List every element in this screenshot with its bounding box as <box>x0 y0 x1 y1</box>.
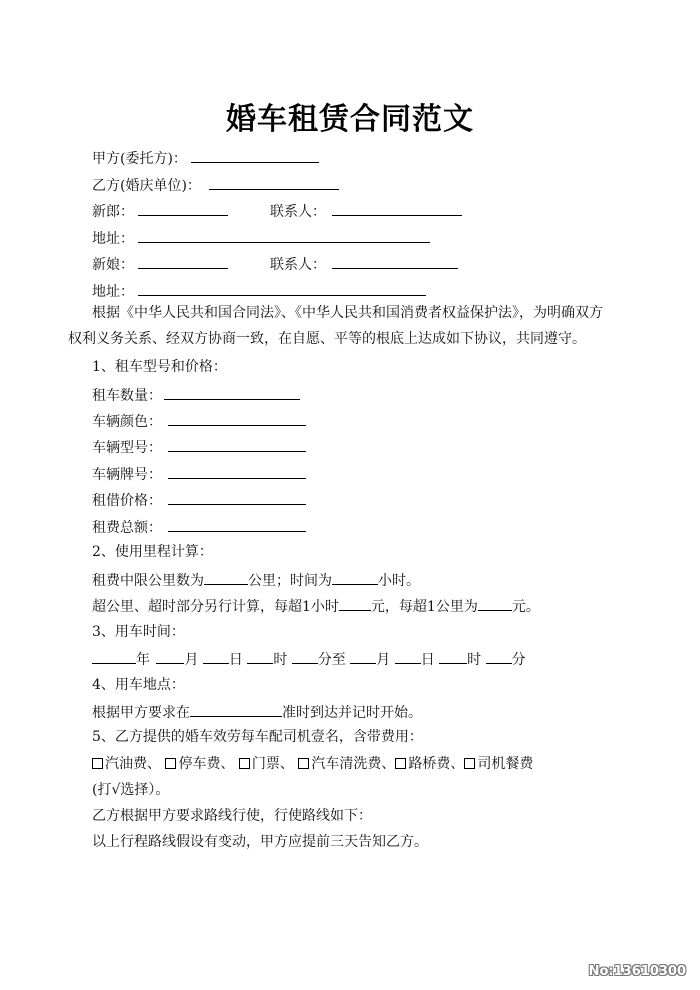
party-a-label: 甲方(委托方)： <box>92 151 187 167</box>
intro-line-2: 权利义务关系、经双方协商一致，在自愿、平等的根底上达成如下协议，共同遵守。 <box>68 331 586 347</box>
fee-label: 路桥费、 <box>408 756 465 772</box>
fee-label: 汽油费、 <box>105 756 161 772</box>
fees-line <box>92 755 533 773</box>
unit-label: 月 <box>184 652 199 668</box>
hours-label: 公里；时间为 <box>248 573 332 589</box>
field-label: 车辆型号： <box>92 440 162 456</box>
groom-contact-field[interactable] <box>332 201 462 216</box>
section-4-heading: 4、用车地点： <box>92 677 185 693</box>
checkbox-icon[interactable] <box>298 758 309 769</box>
overage-km-label: 元，每超1公里为 <box>370 599 478 615</box>
address-label: 地址： <box>92 231 134 247</box>
rental-quantity-line <box>92 385 300 405</box>
hour-field[interactable] <box>247 649 273 664</box>
bride-address-line <box>92 281 426 301</box>
day-field[interactable] <box>203 649 229 664</box>
overage-hour-label: 超公里、超时部分另行计算，每超1小时 <box>92 599 339 615</box>
field-label: 租费总额： <box>92 520 162 536</box>
year-field[interactable] <box>92 649 136 664</box>
hours-suffix: 小时。 <box>378 573 420 589</box>
section-1-heading: 1、租车型号和价格： <box>92 359 227 375</box>
rental-quantity-field[interactable] <box>164 385 300 400</box>
fee-label: 汽车清洗费、 <box>311 756 396 772</box>
groom-address-line <box>92 228 430 248</box>
address-label: 地址： <box>92 284 134 300</box>
location-suffix: 准时到达并记时开始。 <box>282 705 422 721</box>
bride-contact-line <box>270 254 458 274</box>
party-a-field[interactable] <box>191 148 319 163</box>
checkbox-icon[interactable] <box>92 758 103 769</box>
groom-address-field[interactable] <box>138 228 430 243</box>
rental-price-field[interactable] <box>168 490 306 505</box>
vehicle-color-field[interactable] <box>168 411 306 426</box>
end-month-field[interactable] <box>350 649 376 664</box>
location-field[interactable] <box>190 702 282 717</box>
party-b-label: 乙方(婚庆单位)： <box>92 178 201 194</box>
checkbox-icon[interactable] <box>239 758 250 769</box>
watermark-number: No:13610300 <box>588 964 686 979</box>
intro-line-1: 根据《中华人民共和国合同法》、《中华人民共和国消费者权益保护法》，为明确双方 <box>92 305 603 321</box>
overage-hour-field[interactable] <box>339 596 371 611</box>
minute-field[interactable] <box>292 649 318 664</box>
mileage-label: 租费中限公里数为 <box>92 573 204 589</box>
section-2-heading: 2、使用里程计算： <box>92 544 213 560</box>
bride-field[interactable] <box>138 254 228 269</box>
field-label: 车辆牌号： <box>92 467 162 483</box>
contact-label: 联系人： <box>270 257 326 273</box>
fee-label: 门票、 <box>251 756 294 772</box>
vehicle-plate-line <box>92 464 306 484</box>
vehicle-plate-field[interactable] <box>168 464 306 479</box>
bride-label: 新娘： <box>92 257 134 273</box>
fees-note: (打√选择）。 <box>92 782 170 798</box>
party-b-field[interactable] <box>209 175 339 190</box>
section-3-heading: 3、用车时间： <box>92 624 185 640</box>
overage-km-field[interactable] <box>478 596 512 611</box>
location-label: 根据甲方要求在 <box>92 705 190 721</box>
groom-line <box>92 201 228 221</box>
checkbox-icon[interactable] <box>464 758 475 769</box>
unit-label: 日 <box>228 652 243 668</box>
mileage-limit-field[interactable] <box>204 570 248 585</box>
unit-label: 分 <box>511 652 526 668</box>
mileage-time-line <box>92 570 420 590</box>
notice-line: 以上行程路线假设有变动，甲方应提前三天告知乙方。 <box>92 834 428 850</box>
unit-label: 分至 <box>317 652 346 668</box>
fee-label: 停车费、 <box>178 756 235 772</box>
contact-label: 联系人： <box>270 204 326 220</box>
vehicle-model-line <box>92 437 306 457</box>
bride-contact-field[interactable] <box>332 254 458 269</box>
hours-limit-field[interactable] <box>332 570 378 585</box>
bride-address-field[interactable] <box>138 281 426 296</box>
rental-time-line <box>92 649 526 669</box>
field-label: 车辆颜色： <box>92 414 162 430</box>
checkbox-icon[interactable] <box>395 758 406 769</box>
month-field[interactable] <box>156 649 184 664</box>
total-fee-line <box>92 517 306 537</box>
unit-label: 日 <box>420 652 435 668</box>
section-5-heading: 5、乙方提供的婚车效劳每车配司机壹名，含带费用： <box>92 729 423 745</box>
overage-line <box>92 596 540 616</box>
field-label: 租借价格： <box>92 493 162 509</box>
groom-field[interactable] <box>138 201 228 216</box>
unit-label: 月 <box>376 652 391 668</box>
end-minute-field[interactable] <box>486 649 512 664</box>
vehicle-color-line <box>92 411 306 431</box>
unit-label: 年 <box>136 652 150 668</box>
route-line: 乙方根据甲方要求路线行使，行使路线如下： <box>92 808 372 824</box>
groom-contact-line <box>270 201 462 221</box>
party-a-line <box>92 148 319 168</box>
unit-label: 时 <box>467 652 482 668</box>
field-label: 租车数量： <box>92 388 162 404</box>
end-day-field[interactable] <box>395 649 421 664</box>
rental-price-line <box>92 490 306 510</box>
groom-label: 新郎： <box>92 204 134 220</box>
overage-km-suffix: 元。 <box>511 599 540 615</box>
checkbox-icon[interactable] <box>165 758 176 769</box>
end-hour-field[interactable] <box>439 649 467 664</box>
document-title: 婚车租赁合同范文 <box>226 102 474 137</box>
vehicle-model-field[interactable] <box>168 437 306 452</box>
location-line <box>92 702 422 722</box>
unit-label: 时 <box>273 652 288 668</box>
bride-line <box>92 254 228 274</box>
total-fee-field[interactable] <box>168 517 306 532</box>
fee-label: 司机餐费 <box>477 756 534 772</box>
party-b-line <box>92 175 339 195</box>
